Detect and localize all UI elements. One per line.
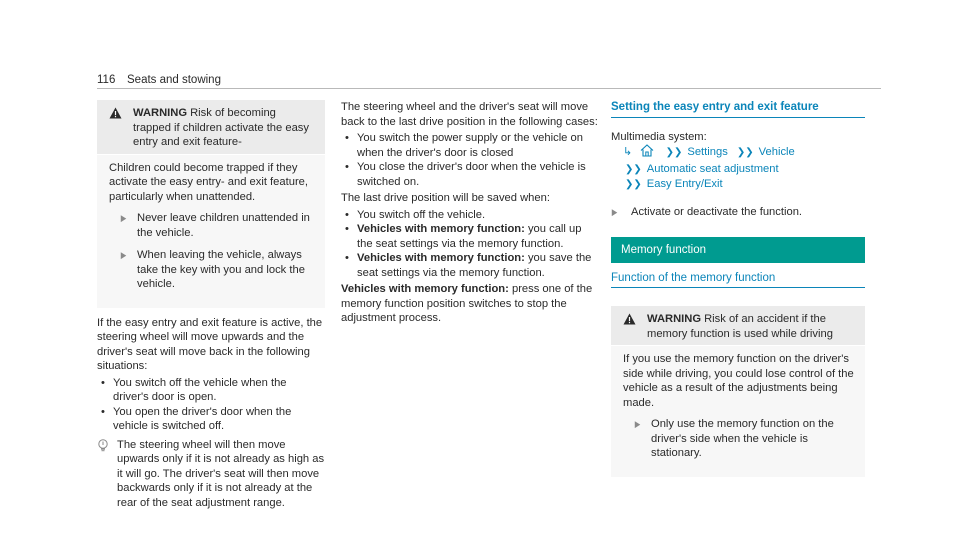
- section-title: Seats and stowing: [127, 74, 221, 86]
- section-heading: Setting the easy entry and exit feature: [611, 100, 865, 118]
- page-number: 116: [97, 74, 116, 86]
- subsection-heading: Function of the memory function: [611, 271, 865, 289]
- list-item: • You switch the power supply or the vehicle on when the driver's door is closed: [341, 131, 598, 160]
- list-item: • Vehicles with memory function: you save the seat settings via the memory function.: [341, 251, 598, 280]
- return-arrow-icon: ↳: [623, 146, 633, 158]
- list-item: • You switch off the vehicle.: [341, 208, 598, 223]
- chevron-right-icon: ❯❯: [665, 147, 683, 158]
- chevron-right-icon: ❯❯: [625, 179, 642, 190]
- saved-list: [341, 208, 598, 281]
- warning-box: [97, 100, 325, 308]
- menu-path: [611, 144, 865, 193]
- path-item-easy-entry[interactable]: Easy Entry/Exit: [646, 178, 723, 190]
- warning-step: ▶ Only use the memory function on the driver's side when the vehicle is stationary.: [623, 417, 855, 461]
- step-arrow-icon: ▶: [634, 419, 641, 429]
- column-right: [611, 100, 865, 477]
- column-left: [97, 100, 325, 510]
- memory-function-bar: Memory function: [611, 237, 865, 263]
- warning-title: Risk of becoming trapped if children activate the easy entry and exit feature-: [133, 107, 309, 148]
- warning-body: If you use the memory function on the driver's side while driving, you could lose control of the vehicle as a result of the adjustments being made.: [623, 353, 854, 409]
- system-label: Multimedia system:: [611, 130, 707, 143]
- list-item: • You close the driver's door when the vehicle is switched on.: [341, 160, 598, 189]
- page-header: [97, 73, 881, 89]
- case-list: [341, 131, 598, 189]
- path-item-vehicle[interactable]: Vehicle: [758, 146, 795, 158]
- warning-triangle-icon: [623, 312, 639, 341]
- list-item: • You switch off the vehicle when the driver's door is open.: [97, 376, 325, 405]
- step-arrow-icon: ▶: [120, 250, 127, 260]
- intro-paragraph: If the easy entry and exit feature is active, the steering wheel will move upwards and the driver's seat will move back in the following situations:: [97, 316, 323, 372]
- chevron-right-icon: ❯❯: [625, 163, 642, 175]
- chevron-right-icon: ❯❯: [736, 147, 754, 158]
- warning-title: Risk of an accident if the memory function is used while driving: [647, 313, 833, 340]
- warning-step: ▶ When leaving the vehicle, always take the key with you and lock the vehicle.: [109, 248, 315, 292]
- path-item-auto-seat[interactable]: Automatic seat adjustment: [646, 162, 779, 175]
- final-paragraph: Vehicles with memory function: press one of the memory function position switches to stop the adjustment process.: [341, 283, 593, 324]
- note-text: The steering wheel will then move upwards only if it is not already as high as it will go. The driver's seat will then move backwards only if it is not already at the rear of the seat adjustment range.: [117, 438, 325, 509]
- note: [97, 438, 325, 511]
- column-middle: [341, 100, 598, 326]
- home-icon[interactable]: [640, 144, 654, 162]
- path-item-settings[interactable]: Settings: [687, 146, 728, 158]
- info-bulb-icon: [97, 438, 117, 511]
- warning-label: WARNING: [647, 313, 702, 325]
- warning-body: Children could become trapped if they activate the easy entry- and exit feature, particularly when unattended.: [109, 161, 308, 203]
- saved-intro: The last drive position will be saved when:: [341, 192, 550, 204]
- list-item: • You open the driver's door when the vehicle is switched off.: [97, 405, 325, 434]
- warning-step: ▶ Never leave children unattended in the vehicle.: [109, 211, 315, 240]
- warning-triangle-icon: [109, 106, 125, 150]
- intro-paragraph: The steering wheel and the driver's seat will move back to the last drive position in the following cases:: [341, 101, 598, 128]
- list-item: • Vehicles with memory function: you call up the seat settings via the memory function.: [341, 222, 598, 251]
- action-step: ▶ Activate or deactivate the function.: [611, 205, 803, 218]
- step-arrow-icon: ▶: [611, 206, 618, 217]
- step-arrow-icon: ▶: [120, 213, 127, 223]
- situation-list: [97, 376, 325, 434]
- warning-box: [611, 306, 865, 477]
- warning-label: WARNING: [133, 107, 188, 119]
